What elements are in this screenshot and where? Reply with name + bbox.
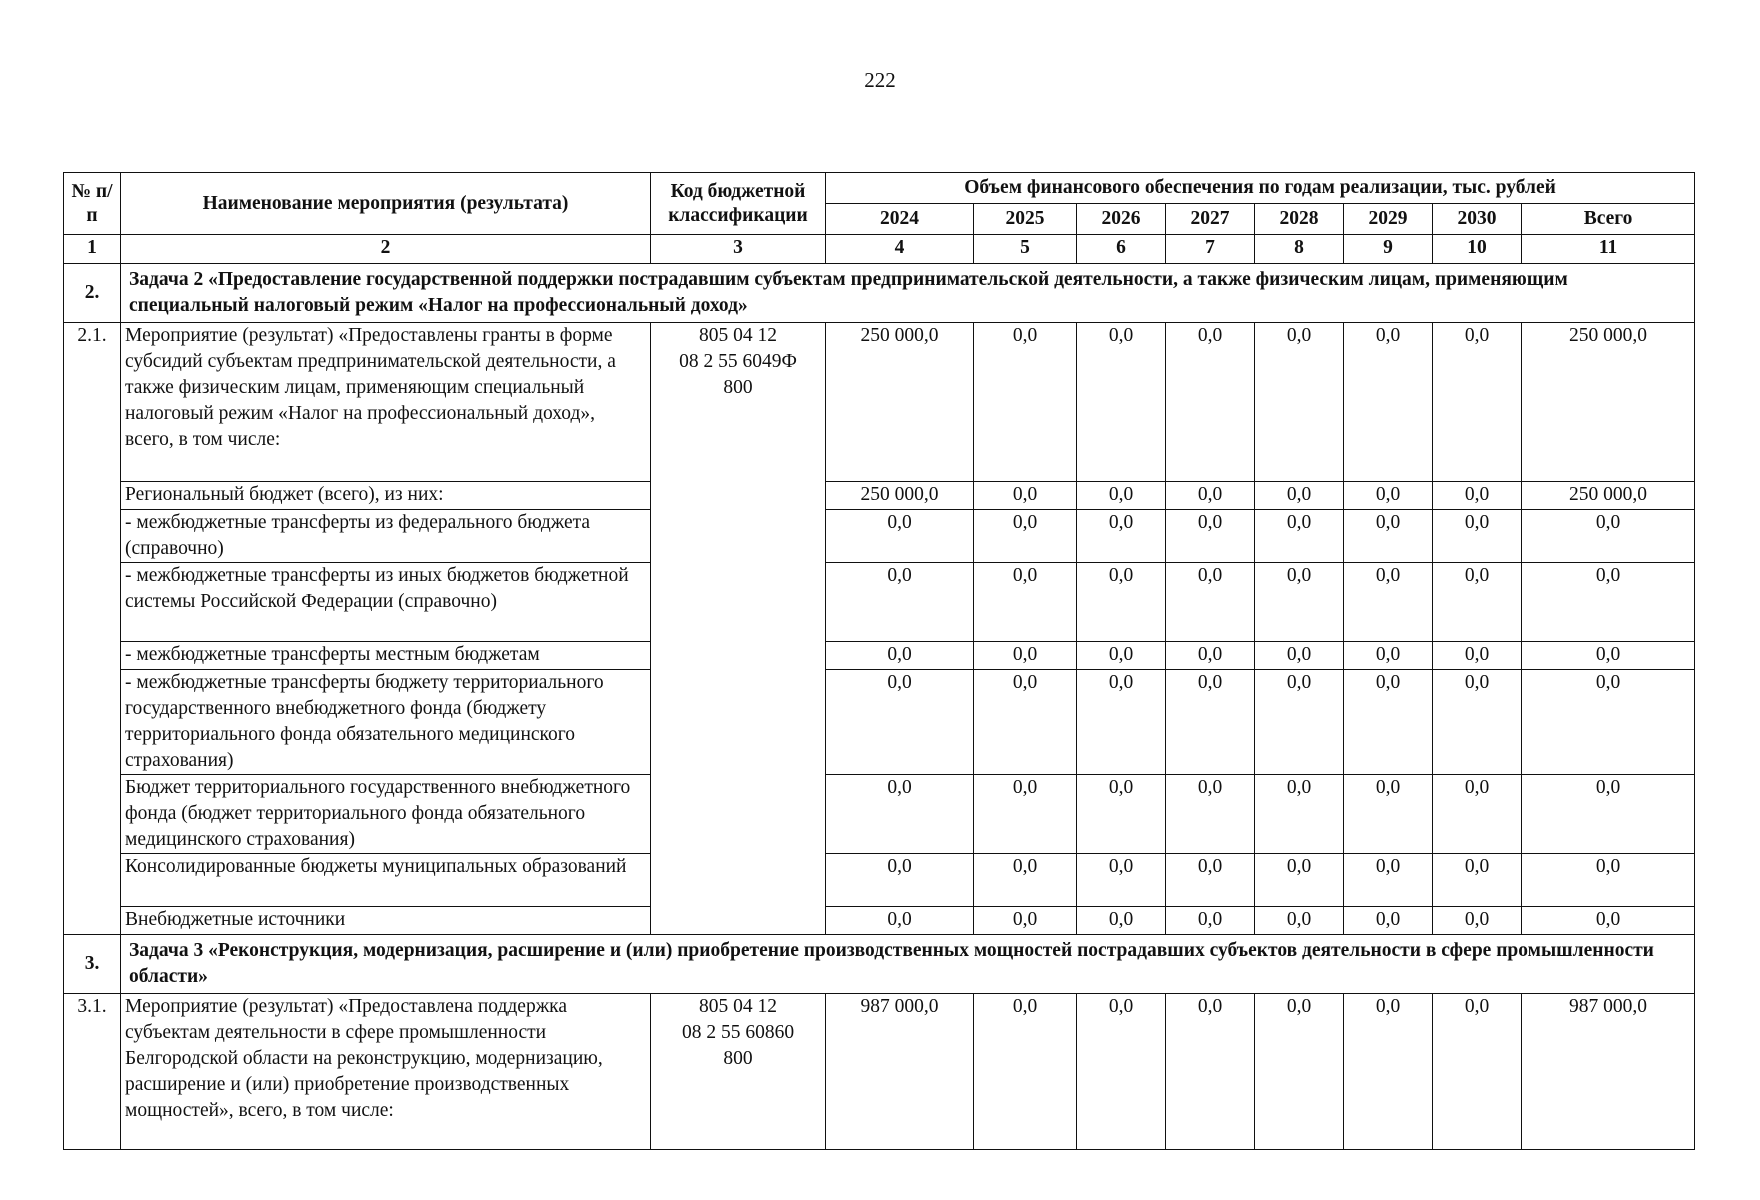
value-cell: 0,0 — [1433, 907, 1522, 935]
value-cell: 0,0 — [826, 854, 974, 907]
page-number: 222 — [864, 68, 896, 92]
value-cell: 0,0 — [1344, 854, 1433, 907]
value-cell: 0,0 — [826, 907, 974, 935]
value-cell: 0,0 — [1255, 323, 1344, 482]
column-number: 9 — [1344, 235, 1433, 264]
row-number: 2.1. — [64, 323, 121, 935]
value-cell: 0,0 — [1166, 563, 1255, 642]
value-cell: 0,0 — [1433, 775, 1522, 854]
value-cell: 0,0 — [1344, 510, 1433, 563]
value-cell: 0,0 — [1433, 323, 1522, 482]
value-cell: 0,0 — [1077, 907, 1166, 935]
header-year: 2028 — [1255, 204, 1344, 235]
table-row — [64, 642, 1695, 670]
header-total: Всего — [1522, 204, 1695, 235]
value-cell: 0,0 — [1166, 907, 1255, 935]
row-name: Внебюджетные источники — [121, 907, 651, 935]
value-cell: 0,0 — [974, 854, 1077, 907]
value-cell: 0,0 — [974, 323, 1077, 482]
value-cell: 0,0 — [1522, 563, 1695, 642]
value-cell: 0,0 — [1255, 563, 1344, 642]
value-cell: 0,0 — [1166, 670, 1255, 775]
value-cell: 0,0 — [974, 482, 1077, 510]
budget-code: 805 04 12 08 2 55 60860 800 — [651, 994, 826, 1150]
table-row — [64, 854, 1695, 907]
row-name: - межбюджетные трансферты из федерального бюджета (справочно) — [121, 510, 651, 563]
value-cell: 0,0 — [1344, 907, 1433, 935]
value-cell: 0,0 — [1077, 323, 1166, 482]
value-cell: 0,0 — [1255, 854, 1344, 907]
value-cell: 0,0 — [1077, 854, 1166, 907]
column-number: 6 — [1077, 235, 1166, 264]
table-row — [64, 563, 1695, 642]
value-cell: 0,0 — [1522, 907, 1695, 935]
column-number: 5 — [974, 235, 1077, 264]
column-number: 11 — [1522, 235, 1695, 264]
header-name: Наименование мероприятия (результата) — [121, 173, 651, 235]
value-cell: 0,0 — [1255, 642, 1344, 670]
value-cell: 0,0 — [1344, 482, 1433, 510]
column-number: 2 — [121, 235, 651, 264]
value-cell: 0,0 — [1255, 994, 1344, 1150]
task-3-row — [64, 935, 1695, 994]
column-number: 7 — [1166, 235, 1255, 264]
task-2-row — [64, 264, 1695, 323]
value-cell: 0,0 — [1255, 775, 1344, 854]
row-name: Бюджет территориального государственного внебюджетного фонда (бюджет территориального фонда обязательного медицинского страхования) — [121, 775, 651, 854]
value-cell: 0,0 — [1166, 854, 1255, 907]
value-cell: 0,0 — [1077, 482, 1166, 510]
value-cell: 0,0 — [1522, 775, 1695, 854]
value-cell: 987 000,0 — [826, 994, 974, 1150]
value-cell: 0,0 — [1433, 994, 1522, 1150]
value-cell: 0,0 — [1077, 510, 1166, 563]
value-cell: 0,0 — [974, 563, 1077, 642]
value-cell: 0,0 — [1077, 775, 1166, 854]
table-row — [64, 482, 1695, 510]
table-row — [64, 510, 1695, 563]
value-cell: 0,0 — [974, 907, 1077, 935]
column-number: 3 — [651, 235, 826, 264]
value-cell: 0,0 — [1522, 854, 1695, 907]
value-cell: 0,0 — [826, 510, 974, 563]
table-row — [64, 670, 1695, 775]
value-cell: 0,0 — [1344, 642, 1433, 670]
column-number: 1 — [64, 235, 121, 264]
task-title: Задача 3 «Реконструкция, модернизация, расширение и (или) приобретение производственных мощностей пострадавших субъектов деятельности в сфере промышленности области» — [121, 935, 1695, 994]
table-row — [64, 323, 1695, 482]
header-year: 2024 — [826, 204, 974, 235]
value-cell: 0,0 — [1522, 510, 1695, 563]
table-row — [64, 994, 1695, 1150]
value-cell: 0,0 — [1255, 670, 1344, 775]
value-cell: 0,0 — [826, 670, 974, 775]
value-cell: 0,0 — [826, 563, 974, 642]
header-num: № п/п — [64, 173, 121, 235]
row-name: - межбюджетные трансферты бюджету территориального государственного внебюджетного фонда (бюджету территориального фонда обязательного медицинского страхования) — [121, 670, 651, 775]
item-2-1-group — [64, 323, 1695, 935]
row-name: Мероприятие (результат) «Предоставлена поддержка субъектам деятельности в сфере промышленности Белгородской области на реконструкцию, модернизацию, расширение и (или) приобретение производственных мощностей», всего, в том числе: — [121, 994, 651, 1150]
budget-code: 805 04 12 08 2 55 6049Ф 800 — [651, 323, 826, 935]
value-cell: 0,0 — [1255, 510, 1344, 563]
task-number: 2. — [64, 264, 121, 323]
value-cell: 0,0 — [1255, 907, 1344, 935]
value-cell: 0,0 — [1166, 510, 1255, 563]
value-cell: 0,0 — [974, 670, 1077, 775]
value-cell: 0,0 — [826, 775, 974, 854]
value-cell: 0,0 — [1166, 775, 1255, 854]
table-row — [64, 907, 1695, 935]
header-year: 2030 — [1433, 204, 1522, 235]
value-cell: 0,0 — [1433, 510, 1522, 563]
value-cell: 0,0 — [1077, 642, 1166, 670]
value-cell: 0,0 — [1433, 854, 1522, 907]
value-cell: 0,0 — [974, 642, 1077, 670]
value-cell: 0,0 — [1433, 642, 1522, 670]
header-year: 2025 — [974, 204, 1077, 235]
value-cell: 0,0 — [826, 642, 974, 670]
value-cell: 0,0 — [1166, 323, 1255, 482]
column-number: 8 — [1255, 235, 1344, 264]
value-cell: 0,0 — [1344, 994, 1433, 1150]
header-year: 2027 — [1166, 204, 1255, 235]
row-number: 3.1. — [64, 994, 121, 1150]
value-cell: 987 000,0 — [1522, 994, 1695, 1150]
row-name: Консолидированные бюджеты муниципальных образований — [121, 854, 651, 907]
value-cell: 0,0 — [1166, 482, 1255, 510]
value-cell: 0,0 — [1433, 670, 1522, 775]
row-name: - межбюджетные трансферты из иных бюджетов бюджетной системы Российской Федерации (справочно) — [121, 563, 651, 642]
value-cell: 0,0 — [974, 510, 1077, 563]
row-name: - межбюджетные трансферты местным бюджетам — [121, 642, 651, 670]
row-name: Региональный бюджет (всего), из них: — [121, 482, 651, 510]
table-row — [64, 775, 1695, 854]
budget-table — [63, 172, 1695, 1150]
column-number: 4 — [826, 235, 974, 264]
value-cell: 0,0 — [1255, 482, 1344, 510]
value-cell: 0,0 — [974, 775, 1077, 854]
header-code: Код бюджетной классификации — [651, 173, 826, 235]
value-cell: 0,0 — [1433, 482, 1522, 510]
value-cell: 0,0 — [1522, 670, 1695, 775]
value-cell: 0,0 — [1344, 323, 1433, 482]
value-cell: 250 000,0 — [1522, 482, 1695, 510]
column-number: 10 — [1433, 235, 1522, 264]
header-volume: Объем финансового обеспечения по годам реализации, тыс. рублей — [826, 173, 1695, 204]
value-cell: 0,0 — [1344, 775, 1433, 854]
header-year: 2026 — [1077, 204, 1166, 235]
value-cell: 250 000,0 — [826, 482, 974, 510]
value-cell: 0,0 — [1077, 563, 1166, 642]
value-cell: 250 000,0 — [826, 323, 974, 482]
value-cell: 0,0 — [1522, 642, 1695, 670]
value-cell: 0,0 — [1166, 994, 1255, 1150]
header-year: 2029 — [1344, 204, 1433, 235]
column-numbers-row — [64, 235, 1695, 264]
task-number: 3. — [64, 935, 121, 994]
value-cell: 0,0 — [974, 994, 1077, 1150]
value-cell: 0,0 — [1166, 642, 1255, 670]
value-cell: 250 000,0 — [1522, 323, 1695, 482]
value-cell: 0,0 — [1344, 563, 1433, 642]
value-cell: 0,0 — [1077, 670, 1166, 775]
value-cell: 0,0 — [1344, 670, 1433, 775]
value-cell: 0,0 — [1077, 994, 1166, 1150]
value-cell: 0,0 — [1433, 563, 1522, 642]
row-name: Мероприятие (результат) «Предоставлены гранты в форме субсидий субъектам предпринимательской деятельности, а также физическим лицам, применяющим специальный налоговый режим «Налог на профессиональный доход», всего, в том числе: — [121, 323, 651, 482]
task-title: Задача 2 «Предоставление государственной поддержки пострадавшим субъектам предпринимательской деятельности, а также физическим лицам, применяющим специальный налоговый режим «Налог на профессиональный доход» — [121, 264, 1695, 323]
